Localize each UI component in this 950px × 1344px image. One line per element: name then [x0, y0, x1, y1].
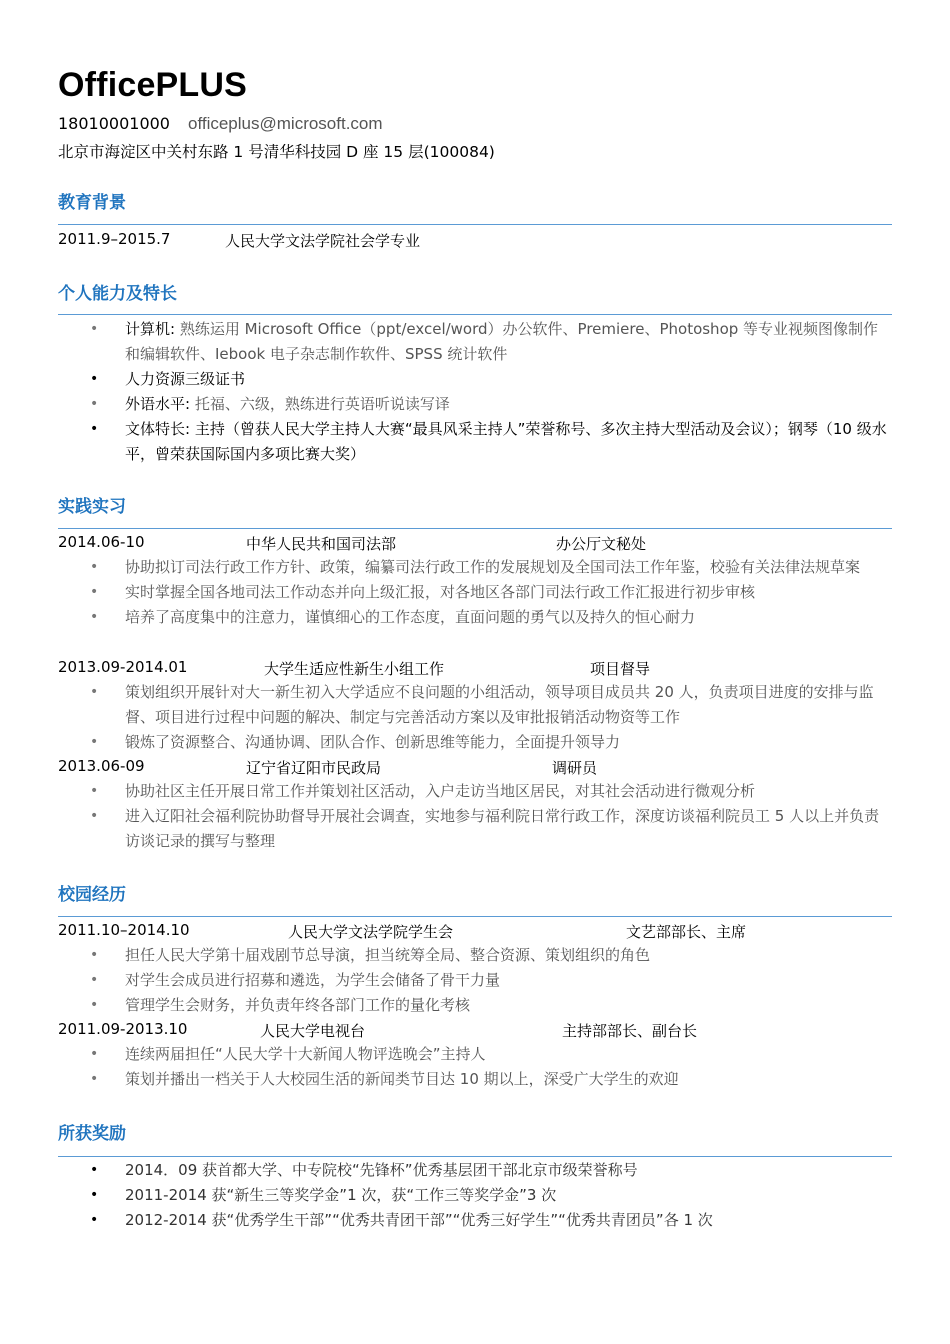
- list-item-text: 2011-2014 获“新生三等奖学金”1 次，获“工作三等奖学金”3 次: [125, 1186, 557, 1204]
- education-school: 人民大学文法学院社会学专业: [225, 232, 421, 250]
- section-divider: [58, 528, 892, 529]
- email-address[interactable]: officeplus@microsoft.com: [187, 114, 383, 133]
- skill-label: 计算机:: [125, 320, 176, 338]
- list-item-text: 担任人民大学第十届戏剧节总导演，担当统筹全局、整合资源、策划组织的角色: [125, 946, 651, 964]
- entry-role: 办公厅文秘处: [556, 535, 647, 553]
- list-item: [58, 555, 892, 580]
- list-item: [58, 1067, 892, 1092]
- entry-organization: 中华人民共和国司法部: [246, 535, 397, 553]
- list-item-text: 2014．09 获首都大学、中专院校“先锋杯”优秀基层团干部北京市级荣誉称号: [125, 1161, 638, 1179]
- bullet-icon: •: [90, 1187, 99, 1203]
- entry-date: 2011.10–2014.10: [58, 921, 190, 939]
- list-item-text: 策划组织开展针对大一新生初入大学适应不良问题的小组活动，领导项目成员共 20 人，负责项目进度的安排与监督、项目进行过程中问题的解决、制定与完善活动方案以及审批报销活动物资等工作: [125, 683, 874, 726]
- list-item-text: 协助拟订司法行政工作方针、政策，编纂司法行政工作的发展规划及全国司法工作年鉴，校验有关法律法规草案: [125, 558, 861, 576]
- skill-label: 文体特长:: [125, 420, 191, 438]
- list-item: [58, 804, 892, 854]
- list-item-text: 锻炼了资源整合、沟通协调、团队合作、创新思维等能力，全面提升领导力: [125, 733, 621, 751]
- skill-text: 托福、六级，熟练进行英语听说读写译: [190, 395, 450, 413]
- candidate-name: OfficePLUS: [58, 66, 248, 104]
- bullet-icon: •: [90, 609, 99, 625]
- entry-date: 2011.09-2013.10: [58, 1020, 188, 1038]
- education-row: [58, 230, 421, 250]
- section-title-education: 教育背景: [58, 193, 126, 213]
- bullet-icon: •: [90, 1162, 99, 1178]
- bullet-icon: •: [90, 783, 99, 799]
- section-divider: [58, 224, 892, 225]
- skill-label: 外语水平:: [125, 395, 191, 413]
- practice-bullets: [58, 779, 892, 854]
- list-item-text: 对学生会成员进行招募和遴选，为学生会储备了骨干力量: [125, 971, 501, 989]
- bullet-icon: •: [90, 559, 99, 575]
- entry-date: 2014.06-10: [58, 533, 145, 551]
- section-divider: [58, 916, 892, 917]
- list-item-text: 进入辽阳社会福利院协助督导开展社会调查，实地参与福利院日常行政工作，深度访谈福利院员工 5 人以上并负责访谈记录的撰写与整理: [125, 807, 880, 850]
- bullet-icon: •: [90, 972, 99, 988]
- bullet-icon: •: [90, 421, 99, 437]
- practice-entry-header: [58, 757, 598, 777]
- list-item: [58, 730, 892, 755]
- bullet-icon: •: [90, 684, 99, 700]
- practice-entry-header: [58, 658, 651, 678]
- entry-date: 2013.09-2014.01: [58, 658, 188, 676]
- section-title-campus: 校园经历: [58, 885, 126, 905]
- list-item: [58, 580, 892, 605]
- list-item: [58, 317, 892, 367]
- entry-organization: 辽宁省辽阳市民政局: [246, 759, 382, 777]
- list-item-text: 2012-2014 获“优秀学生干部”“优秀共青团干部”“优秀三好学生”“优秀共青团员”各 1 次: [125, 1211, 713, 1229]
- list-item: [58, 779, 892, 804]
- skill-text: 熟练运用 Microsoft Office（ppt/excel/word）办公软件、Premiere、Photoshop 等专业视频图像制作和编辑软件、Iebook 电子杂志制作软件、SPSS 统计软件: [125, 320, 879, 363]
- section-title-skills: 个人能力及特长: [58, 284, 177, 304]
- list-item: [58, 1042, 892, 1067]
- bullet-icon: •: [90, 584, 99, 600]
- entry-organization: 人民大学电视台: [260, 1022, 366, 1040]
- campus-entry-header: [58, 921, 747, 941]
- list-item: [58, 367, 892, 392]
- bullet-icon: •: [90, 396, 99, 412]
- bullet-icon: •: [90, 371, 99, 387]
- phone-number: 18010001000: [58, 114, 170, 133]
- list-item: [58, 417, 892, 467]
- contact-line: [58, 114, 383, 134]
- list-item-text: 实时掌握全国各地司法工作动态并向上级汇报，对各地区各部门司法行政工作汇报进行初步审核: [125, 583, 756, 601]
- list-item-text: 连续两届担任“人民大学十大新闻人物评选晚会”主持人: [125, 1045, 486, 1063]
- entry-date: 2013.06-09: [58, 757, 145, 775]
- section-divider: [58, 1156, 892, 1157]
- entry-organization: 人民大学文法学院学生会: [288, 923, 454, 941]
- list-item-text: 管理学生会财务，并负责年终各部门工作的量化考核: [125, 996, 471, 1014]
- postal-address: 北京市海淀区中关村东路 1 号清华科技园 D 座 15 层(100084): [58, 143, 495, 161]
- bullet-icon: •: [90, 808, 99, 824]
- bullet-icon: •: [90, 734, 99, 750]
- practice-bullets: [58, 555, 892, 630]
- skill-label: 人力资源三级证书: [125, 370, 246, 388]
- list-item: [58, 605, 892, 630]
- entry-organization: 大学生适应性新生小组工作: [264, 660, 445, 678]
- campus-bullets: [58, 943, 892, 1018]
- list-item-text: 培养了高度集中的注意力，谨慎细心的工作态度，直面问题的勇气以及持久的恒心耐力: [125, 608, 696, 626]
- campus-bullets: [58, 1042, 892, 1092]
- bullet-icon: •: [90, 321, 99, 337]
- education-date: 2011.9–2015.7: [58, 230, 171, 248]
- skill-text: 主持（曾获人民大学主持人大赛“最具风采主持人”荣誉称号、多次主持大型活动及会议）；钢琴（10 级水平，曾荣获国际国内多项比赛大奖）: [125, 420, 887, 463]
- list-item: [58, 1158, 892, 1183]
- entry-role: 调研员: [552, 759, 598, 777]
- entry-role: 主持部部长、副台长: [562, 1022, 698, 1040]
- bullet-icon: •: [90, 1212, 99, 1228]
- list-item: [58, 680, 892, 730]
- bullet-icon: •: [90, 947, 99, 963]
- list-item: [58, 1208, 892, 1233]
- bullet-icon: •: [90, 1046, 99, 1062]
- section-title-awards: 所获奖励: [58, 1124, 126, 1144]
- list-item-text: 协助社区主任开展日常工作并策划社区活动，入户走访当地区居民，对其社会活动进行微观分析: [125, 782, 756, 800]
- skills-list: [58, 317, 892, 467]
- awards-list: [58, 1158, 892, 1233]
- list-item: [58, 1183, 892, 1208]
- list-item: [58, 943, 892, 968]
- list-item: [58, 968, 892, 993]
- list-item-text: 策划并播出一档关于人大校园生活的新闻类节目达 10 期以上，深受广大学生的欢迎: [125, 1070, 679, 1088]
- practice-bullets: [58, 680, 892, 755]
- bullet-icon: •: [90, 1071, 99, 1087]
- section-divider: [58, 314, 892, 315]
- campus-entry-header: [58, 1020, 698, 1040]
- list-item: [58, 392, 892, 417]
- list-item: [58, 993, 892, 1018]
- entry-role: 项目督导: [590, 660, 651, 678]
- entry-role: 文艺部部长、主席: [626, 923, 747, 941]
- practice-entry-header: [58, 533, 647, 553]
- bullet-icon: •: [90, 997, 99, 1013]
- section-title-practice: 实践实习: [58, 497, 126, 517]
